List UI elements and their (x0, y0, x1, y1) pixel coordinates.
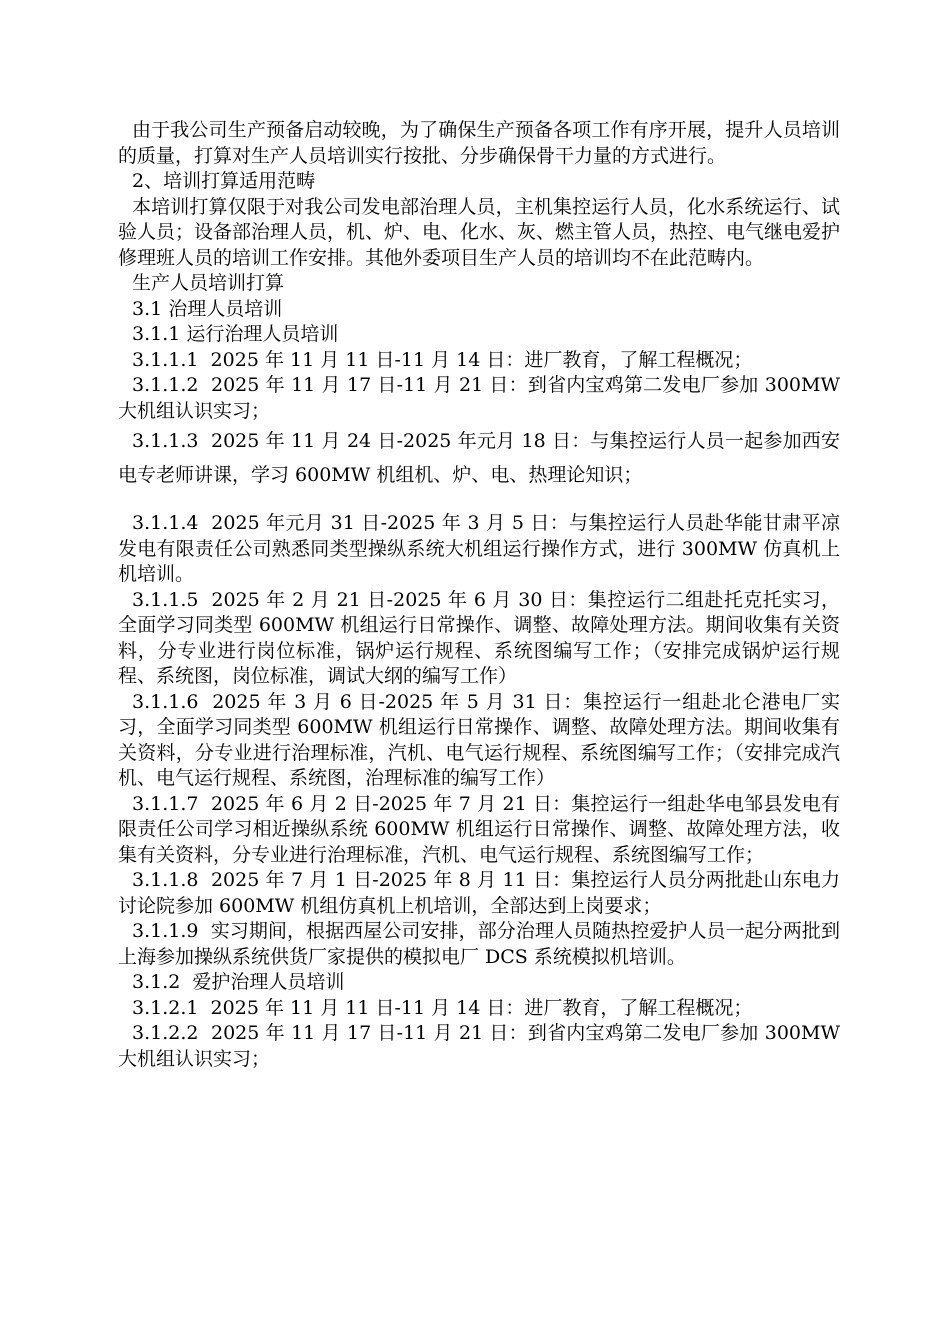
item-3-1-1-2: 3.1.1.2 2025 年 11 月 17 日-11 月 21 日：到省内宝鸡第二发电厂参加 300MW 大机组认识实习； (118, 374, 847, 422)
item-3-1-1-4: 3.1.1.4 2025 年元月 31 日-2025 年 3 月 5 日：与集控运行人员赴华能甘肃平凉发电有限责任公司熟悉同类型操纵系统大机组运行操作方式，进行 300MW 仿真机上机培训。 (118, 512, 840, 585)
item-3-1-1-7: 3.1.1.7 2025 年 6 月 2 日-2025 年 7 月 21 日：集控运行一组赴华电邹县发电有限责任公司学习相近操纵系统 600MW 机组运行日常操作、调整、故障处理方法，收集有关资料，分专业进行治理标准，汽机、电气运行规程、系统图编写工作； (118, 792, 840, 866)
section-heading-3-1: 3.1 治理人员培训 (132, 297, 283, 320)
item-3-1-2-1: 3.1.2.1 2025 年 11 月 11 日-11 月 14 日：进厂教育，了解工程概况； (132, 996, 753, 1019)
item-3-1-1-1: 3.1.1.1 2025 年 11 月 11 日-11 月 14 日：进厂教育，了解工程概况； (132, 348, 753, 371)
item-3-1-1-8: 3.1.1.8 2025 年 7 月 1 日-2025 年 8 月 11 日：集控运行人员分两批赴山东电力讨论院参加 600MW 机组仿真机上机培训，全部达到上岗要求； (118, 869, 840, 917)
document-page (118, 118, 847, 1072)
section-heading-3-1-1: 3.1.1 运行治理人员培训 (132, 323, 339, 345)
section-heading-scope: 2、培训打算适用范畴 (132, 170, 316, 192)
scope-paragraph: 本培训打算仅限于对我公司发电部治理人员，主机集控运行人员，化水系统运行、试验人员；设备部治理人员，机、炉、电、化水、灰、燃主管人员，热控、电气继电爱护修理班人员的培训工作安排。其他外委项目生产人员的培训均不在此范畴内。 (118, 195, 841, 269)
section-heading-plan: 生产人员培训打算 (132, 272, 285, 294)
item-3-1-1-9: 3.1.1.9 实习期间，根据西屋公司安排，部分治理人员随热控爱护人员一起分两批到上海参加操纵系统供货厂家提供的模拟电厂 DCS 系统模拟机培训。 (118, 920, 840, 968)
intro-paragraph: 由于我公司生产预备启动较晚，为了确保生产预备各项工作有序开展，提升人员培训的质量，打算对生产人员培训实行按批、分步确保骨干力量的方式进行。 (118, 119, 840, 167)
item-3-1-2-2: 3.1.2.2 2025 年 11 月 17 日-11 月 21 日：到省内宝鸡第二发电厂参加 300MW 大机组认识实习； (118, 1022, 847, 1070)
item-3-1-1-6: 3.1.1.6 2025 年 3 月 6 日-2025 年 5 月 31 日：集控运行一组赴北仑港电厂实习，全面学习同类型 600MW 机组运行日常操作、调整、故障处理方法。期间收集有关资料，分专业进行治理标准，汽机、电气运行规程、系统图编写工作；（安排完成汽机、电气运行规程、系统图，治理标准的编写工作） (118, 690, 840, 789)
section-heading-3-1-2: 3.1.2 爱护治理人员培训 (132, 971, 345, 993)
item-3-1-1-5: 3.1.1.5 2025 年 2 月 21 日-2025 年 6 月 30 日：集控运行二组赴托克托实习，全面学习同类型 600MW 机组运行日常操作、调整、故障处理方法。期间收集有关资料，分专业进行岗位标准，锅炉运行规程、系统图编写工作；（安排完成锅炉运行规程、系统图，岗位标准，调试大纲的编写工作） (118, 588, 840, 687)
item-3-1-1-3: 3.1.1.3 2025 年 11 月 24 日-2025 年元月 18 日：与集控运行人员一起参加西安电专老师讲课，学习 600MW 机组机、炉、电、热理论知识； (118, 430, 840, 486)
